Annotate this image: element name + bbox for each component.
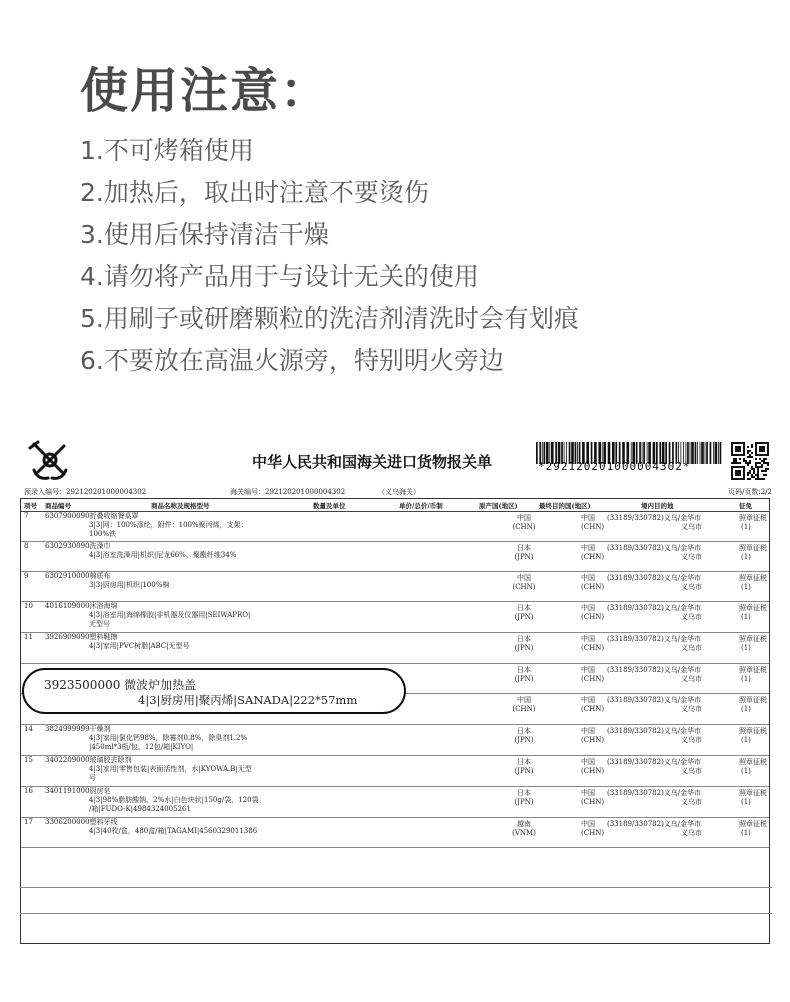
tax-mode: 照章征税 xyxy=(739,696,767,704)
item-code-name xyxy=(45,542,111,551)
tax-count: (1) xyxy=(741,766,751,775)
item-number: 16 xyxy=(24,787,33,795)
item-origin xyxy=(499,789,549,806)
table-row xyxy=(21,541,769,572)
table-row xyxy=(21,632,769,664)
domestic-city: 义乌市 xyxy=(681,704,702,713)
item-code-name xyxy=(45,633,118,642)
origin-code: (JPN) xyxy=(514,735,534,744)
highlighted-item-callout xyxy=(22,668,406,714)
dest-code: (CHN) xyxy=(581,766,605,775)
item-code: 3926909090 xyxy=(45,633,90,641)
domestic-city: 义乌市 xyxy=(681,552,702,561)
dest-code: (CHN) xyxy=(581,612,605,621)
item-spec: 4|3|浴室用|海绵橡胶|非机器及仪器用|SEIWAPRO| xyxy=(89,611,251,619)
dest-country: 中国 xyxy=(581,574,595,582)
domestic-region: (33189/330782)义乌/金华市 xyxy=(607,574,702,582)
item-origin xyxy=(499,514,549,531)
domestic-city: 义乌市 xyxy=(681,828,702,837)
domestic-city: 义乌市 xyxy=(681,612,702,621)
item-code: 3402209000 xyxy=(45,756,90,764)
origin-country: 日本 xyxy=(517,544,531,552)
tax-mode: 照章征税 xyxy=(739,820,767,828)
domestic-city: 义乌市 xyxy=(681,643,702,652)
domestic-region: (33189/330782)义乌/金华市 xyxy=(607,666,702,674)
pre-entry-number: 预录入编号：292120201000004302 xyxy=(24,488,147,496)
dest-code: (CHN) xyxy=(581,797,605,806)
item-number: 15 xyxy=(24,756,33,764)
item-spec-cont: /箱|FUDO-K|4984324005261 xyxy=(89,804,191,813)
origin-code: (JPN) xyxy=(514,766,534,775)
domestic-region: (33189/330782)义乌/金华市 xyxy=(607,758,702,766)
origin-country: 日本 xyxy=(517,604,531,612)
blank-row xyxy=(20,887,772,888)
item-code-name xyxy=(45,787,111,796)
item-number: 14 xyxy=(24,725,33,733)
origin-code: (JPN) xyxy=(514,797,534,806)
table-row xyxy=(21,724,769,756)
origin-country: 中国 xyxy=(517,514,531,522)
origin-country: 日本 xyxy=(517,727,531,735)
origin-code: (VNM) xyxy=(512,828,536,837)
origin-country: 越南 xyxy=(517,820,531,828)
item-name: 棉质布 xyxy=(89,572,111,580)
item-number: 8 xyxy=(24,542,29,550)
origin-country: 日本 xyxy=(517,666,531,674)
table-row xyxy=(21,755,769,787)
highlight-spec: 4|3|厨房用|聚丙烯|SANADA|222*57mm xyxy=(138,693,358,707)
item-spec: 3|3|厨房用|机织|100%棉 xyxy=(89,581,170,589)
dest-country: 中国 xyxy=(581,758,595,766)
header-code: 商品编号 xyxy=(45,502,71,510)
domestic-city: 义乌市 xyxy=(681,582,702,591)
dest-code: (CHN) xyxy=(581,704,605,713)
table-row xyxy=(21,511,769,542)
item-code: 3306200000 xyxy=(45,818,90,826)
item-spec: 4|3|40枚/盒，480盒/箱|TAGAMI|4560329011386 xyxy=(89,827,258,835)
dest-code: (CHN) xyxy=(581,552,605,561)
tax-mode: 照章征税 xyxy=(739,727,767,735)
tax-mode: 照章征税 xyxy=(739,758,767,766)
highlight-code-name: 3923500000 微波炉加热盖 xyxy=(44,678,197,692)
item-origin xyxy=(499,758,549,775)
domestic-city: 义乌市 xyxy=(681,766,702,775)
tax-count: (1) xyxy=(741,674,751,683)
dest-country: 中国 xyxy=(581,820,595,828)
origin-country: 中国 xyxy=(517,696,531,704)
item-number: 9 xyxy=(24,572,29,580)
item-spec-cont: 无型号 xyxy=(89,619,110,628)
header-price: 单价/总价/币制 xyxy=(399,502,443,510)
dest-country: 中国 xyxy=(581,604,595,612)
item-spec: 4|3|家用|PVC树脂|ABC|无型号 xyxy=(89,642,190,650)
tax-mode: 照章征税 xyxy=(739,514,767,522)
domestic-region: (33189/330782)义乌/金华市 xyxy=(607,544,702,552)
domestic-region: (33189/330782)义乌/金华市 xyxy=(607,820,702,828)
customs-emblem-icon xyxy=(26,440,74,482)
note-item: 3.使用后保持清洁干燥 xyxy=(80,220,329,249)
tax-count: (1) xyxy=(741,552,751,561)
note-item: 5.用刷子或研磨颗粒的洗洁剂清洗时会有划痕 xyxy=(80,304,579,333)
goods-table xyxy=(20,498,770,944)
tax-count: (1) xyxy=(741,643,751,652)
origin-country: 日本 xyxy=(517,758,531,766)
item-name: 干燥剂 xyxy=(89,725,111,733)
dest-country: 中国 xyxy=(581,666,595,674)
header-qty: 数量及单位 xyxy=(313,502,346,510)
domestic-region: (33189/330782)义乌/金华市 xyxy=(607,604,702,612)
item-number: 11 xyxy=(24,633,33,641)
item-name: 折叠收缩餐桌罩 xyxy=(89,512,139,520)
barcode-number: *292120201000004302* xyxy=(538,460,691,473)
dest-code: (CHN) xyxy=(581,828,605,837)
usage-notes-list xyxy=(80,130,579,382)
item-spec: 3|3|网：100%涤纶，附件：100%聚丙烯，支架： xyxy=(89,521,248,529)
note-item: 2.加热后，取出时注意不要烫伤 xyxy=(80,178,429,207)
item-origin xyxy=(499,666,549,683)
dest-code: (CHN) xyxy=(581,643,605,652)
origin-code: (JPN) xyxy=(514,643,534,652)
item-origin xyxy=(499,635,549,652)
origin-code: (CHN) xyxy=(512,704,536,713)
tax-count: (1) xyxy=(741,828,751,837)
domestic-city: 义乌市 xyxy=(681,735,702,744)
item-spec: 4|3|家用|零售包装|表面活性剂，水|KYOWA.B|无型 xyxy=(89,765,252,773)
domestic-region: (33189/330782)义乌/金华市 xyxy=(607,789,702,797)
tax-count: (1) xyxy=(741,522,751,531)
dest-country: 中国 xyxy=(581,514,595,522)
domestic-region: (33189/330782)义乌/金华市 xyxy=(607,635,702,643)
dest-code: (CHN) xyxy=(581,674,605,683)
item-code-name xyxy=(45,572,111,581)
item-origin xyxy=(499,544,549,561)
header-name: 商品名称及规格型号 xyxy=(151,502,210,510)
table-row xyxy=(21,601,769,633)
item-code-name xyxy=(45,725,111,734)
domestic-region: (33189/330782)义乌/金华市 xyxy=(607,514,702,522)
note-item: 4.请勿将产品用于与设计无关的使用 xyxy=(80,262,479,291)
item-code: 3401191000 xyxy=(45,787,90,795)
item-spec: 4|3|98%脂肪酸钠，2%水|白色块状|150g/袋，120袋 xyxy=(89,796,259,804)
item-spec: 4|3|家用|氯化钙98%，除霉剂0.8%，除臭剂1.2% xyxy=(89,734,248,742)
qr-code-icon xyxy=(731,442,769,480)
header-origin: 原产国(地区) xyxy=(479,502,518,510)
form-title: 中华人民共和国海关进口货物报关单 xyxy=(252,453,493,471)
item-name: 塑料鞋擦 xyxy=(89,633,118,641)
tax-count: (1) xyxy=(741,797,751,806)
item-name: 洗澡巾 xyxy=(89,542,111,550)
domestic-city: 义乌市 xyxy=(681,674,702,683)
origin-country: 日本 xyxy=(517,635,531,643)
origin-code: (JPN) xyxy=(514,552,534,561)
tax-mode: 照章征税 xyxy=(739,789,767,797)
origin-code: (CHN) xyxy=(512,522,536,531)
page-count: 页码/页数:2/2 xyxy=(728,488,772,496)
table-row xyxy=(21,786,769,818)
item-code: 6307900090 xyxy=(45,512,90,520)
tax-count: (1) xyxy=(741,612,751,621)
note-item: 1.不可烤箱使用 xyxy=(80,136,254,165)
item-code-name xyxy=(45,818,118,827)
header-tax: 征免 xyxy=(739,502,752,510)
item-spec: 4|3|浴室洗澡用|机织|尼龙66%，聚酯纤维34% xyxy=(89,551,237,559)
note-item: 6.不要放在高温火源旁，特别明火旁边 xyxy=(80,346,504,375)
item-spec-cont: 号 xyxy=(89,773,96,782)
tax-mode: 照章征税 xyxy=(739,635,767,643)
dest-code: (CHN) xyxy=(581,522,605,531)
tax-mode: 照章征税 xyxy=(739,604,767,612)
domestic-city: 义乌市 xyxy=(681,797,702,806)
tax-mode: 照章征税 xyxy=(739,666,767,674)
page-title: 使用注意： xyxy=(80,63,331,119)
dest-code: (CHN) xyxy=(581,735,605,744)
tax-mode: 照章征税 xyxy=(739,574,767,582)
item-origin xyxy=(499,574,549,591)
item-name: 厨房皂 xyxy=(89,787,111,795)
dest-code: (CHN) xyxy=(581,582,605,591)
header-domestic-dest: 境内目的地 xyxy=(641,502,674,510)
origin-code: (CHN) xyxy=(512,582,536,591)
header-final-dest: 最终目的国(地区) xyxy=(539,502,591,510)
item-code-name xyxy=(45,756,132,765)
item-number: 7 xyxy=(24,512,29,520)
dest-country: 中国 xyxy=(581,544,595,552)
table-row xyxy=(21,571,769,602)
item-number: 10 xyxy=(24,602,33,610)
origin-country: 中国 xyxy=(517,574,531,582)
item-origin xyxy=(499,727,549,744)
dest-country: 中国 xyxy=(581,727,595,735)
tax-mode: 照章征税 xyxy=(739,544,767,552)
item-code-name xyxy=(45,602,118,611)
item-spec-cont: |450ml*3瓶/包，12包/箱|KIYO| xyxy=(89,742,194,751)
dest-country: 中国 xyxy=(581,696,595,704)
item-spec-cont: 100%铁 xyxy=(89,529,117,538)
item-origin xyxy=(499,820,549,837)
blank-row xyxy=(20,913,772,914)
item-code: 6302930090 xyxy=(45,542,90,550)
item-origin xyxy=(499,604,549,621)
table-row xyxy=(21,817,769,848)
customs-number: 海关编号：292120201000004302 xyxy=(230,488,346,496)
item-number: 17 xyxy=(24,818,33,826)
item-code: 6302910000 xyxy=(45,572,90,580)
item-name: 塑料牙线 xyxy=(89,818,118,826)
customs-port: （义乌海关） xyxy=(378,488,420,496)
origin-code: (JPN) xyxy=(514,674,534,683)
dest-country: 中国 xyxy=(581,635,595,643)
tax-count: (1) xyxy=(741,704,751,713)
tax-count: (1) xyxy=(741,735,751,744)
header-item-no: 项号 xyxy=(24,502,37,510)
item-name: 玻璃胶去除剂 xyxy=(89,756,132,764)
item-name: 沐浴海绵 xyxy=(89,602,118,610)
item-origin xyxy=(499,696,549,713)
tax-count: (1) xyxy=(741,582,751,591)
item-code: 4016109000 xyxy=(45,602,90,610)
origin-code: (JPN) xyxy=(514,612,534,621)
item-code-name xyxy=(45,512,139,521)
dest-country: 中国 xyxy=(581,789,595,797)
origin-country: 日本 xyxy=(517,789,531,797)
domestic-region: (33189/330782)义乌/金华市 xyxy=(607,696,702,704)
item-code: 3824999999 xyxy=(45,725,90,733)
domestic-city: 义乌市 xyxy=(681,522,702,531)
domestic-region: (33189/330782)义乌/金华市 xyxy=(607,727,702,735)
